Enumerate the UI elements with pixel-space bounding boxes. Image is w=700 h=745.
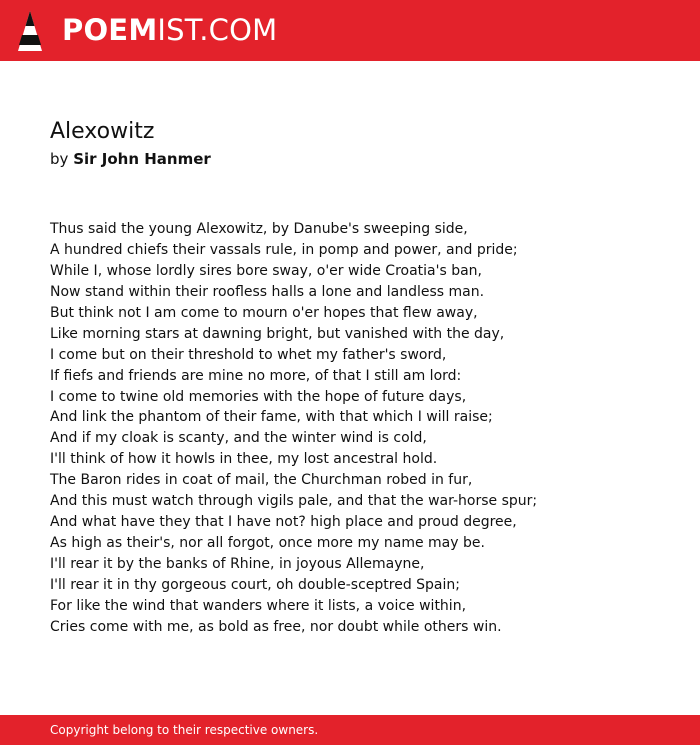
poem-body bbox=[50, 219, 670, 638]
poem-line: And link the phantom of their fame, with that which I will raise; bbox=[50, 409, 493, 426]
poem-line: I come to twine old memories with the hope of future days, bbox=[50, 388, 467, 405]
site-logo[interactable] bbox=[62, 13, 277, 47]
poem-line: I come but on their threshold to whet my father's sword, bbox=[50, 346, 447, 363]
copyright-notice: Copyright belong to their respective owners. bbox=[50, 723, 319, 737]
poem-line: While I, whose lordly sires bore sway, o'er wide Croatia's ban, bbox=[50, 262, 483, 279]
poem-line: As high as their's, nor all forgot, once more my name may be. bbox=[50, 535, 485, 552]
poem-line: And what have they that I have not? high place and proud degree, bbox=[50, 514, 517, 531]
logo-light-text: IST.COM bbox=[157, 13, 278, 47]
site-header bbox=[0, 0, 700, 61]
poem-line: I'll rear it by the banks of Rhine, in joyous Allemayne, bbox=[50, 556, 425, 572]
poem-line: I'll think of how it howls in thee, my lost ancestral hold. bbox=[50, 451, 438, 468]
poem-line: I'll rear it in thy gorgeous court, oh double-sceptred Spain; bbox=[50, 576, 460, 593]
poem-line: But think not I am come to mourn o'er hopes that flew away, bbox=[50, 304, 478, 321]
poem-line: For like the wind that wanders where it lists, a voice within, bbox=[50, 597, 467, 614]
poem-line: And if my cloak is scanty, and the winter wind is cold, bbox=[50, 430, 427, 447]
site-footer bbox=[0, 715, 700, 745]
poem-line: Cries come with me, as bold as free, nor doubt while others win. bbox=[50, 618, 502, 635]
poem-line: Like morning stars at dawning bright, but vanished with the day, bbox=[50, 325, 505, 342]
logo-bold-text: POEM bbox=[62, 13, 158, 47]
poem-line: Thus said the young Alexowitz, by Danube's sweeping side, bbox=[50, 221, 468, 237]
poem-title: Alexowitz bbox=[50, 119, 155, 144]
poem-line: And this must watch through vigils pale, and that the war-horse spur; bbox=[50, 493, 538, 510]
poem-line: Now stand within their roofless halls a lone and landless man. bbox=[50, 283, 485, 300]
poem-line: If fiefs and friends are mine no more, of that I still am lord: bbox=[50, 367, 462, 384]
poem-line: A hundred chiefs their vassals rule, in pomp and power, and pride; bbox=[50, 241, 518, 258]
byline bbox=[50, 149, 211, 169]
author-name[interactable]: Sir John Hanmer bbox=[73, 150, 211, 168]
poem-line: The Baron rides in coat of mail, the Churchman robed in fur, bbox=[50, 472, 473, 489]
pencil-icon[interactable] bbox=[17, 10, 43, 52]
by-prefix: by bbox=[50, 150, 69, 168]
